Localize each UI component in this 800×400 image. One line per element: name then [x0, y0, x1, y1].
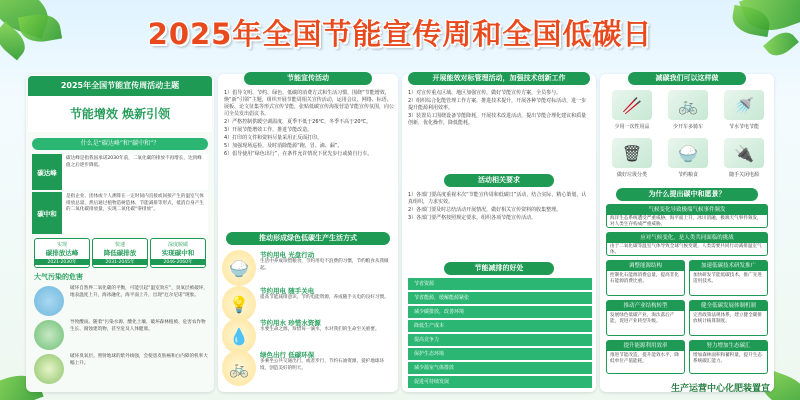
- neutral-text: 是指企业、团体或个人测算在一定时间内直接或间接产生的温室气体排放总量，然后通过植物造树造林、节能减排等形式，抵消自身产生的二氧化碳排放量，实现二氧化碳“零排放”。: [62, 192, 208, 234]
- action-title: 节约用水 珍惜水资源: [260, 319, 321, 327]
- measure-head: 加速低碳技术研发推广: [690, 261, 767, 271]
- measure-box: [689, 340, 768, 374]
- benefit-item: 降低生产成本: [408, 320, 592, 332]
- measure-body: 加快研发节能低碳技术，推广先进适用技术。: [693, 273, 762, 285]
- bike-icon: 🚲: [222, 350, 256, 386]
- goal-top: 深度脱碳: [167, 242, 188, 248]
- requirement-list: [408, 192, 590, 223]
- trash-icon: 🗑: [612, 138, 652, 168]
- activity-item: 4）打印的文件和资料尽量采用正反面打印。: [224, 135, 323, 141]
- benchmark-item: 2）组织综合化能管理工作方案，推进技术提升，开展各种节能对标活动，进一步提升能源利用效率。: [408, 98, 587, 111]
- measure-head: 健全低碳发展体制机制: [690, 301, 767, 311]
- action-text: 提高节能减排意识，节约电能资源，养成随手关电的良好习惯。: [260, 295, 389, 300]
- department-sign: 生产运营中心化肥装置宣: [670, 384, 770, 394]
- peak-label: 碳达峰: [32, 154, 62, 190]
- measure-box: [606, 300, 685, 336]
- action-body: [260, 286, 392, 302]
- neutral-label: 碳中和: [32, 192, 62, 234]
- action-text: 多乘坐公共交通出行，或者步行，节约石油资源，爱护地球环境，创造美好的明天。: [260, 359, 385, 371]
- food-icon: 🍚: [222, 250, 256, 286]
- why-box-head: 应对气候变化，是人类共同面临的挑战: [607, 233, 767, 243]
- measure-head: 推动产业结构转型: [607, 301, 684, 311]
- do-item: [716, 138, 772, 184]
- benchmark-item: 3）装置员工围绕设备节能降耗，开展技术改进活动，提出节能合理化建议和质量创新，优化操作，降低能耗。: [408, 113, 587, 126]
- activity-list: [224, 90, 394, 159]
- slogan: 节能增效 焕新引领: [28, 96, 212, 132]
- measure-head: 努力增加生态碳汇: [690, 341, 767, 351]
- benefit-heading: 节能减排的好处: [444, 262, 554, 275]
- do-label: 随手关闭电源: [728, 172, 759, 178]
- activity-item: 2）严格控制供暖空调温度，夏季不低于26℃，冬季不高于20℃。: [224, 119, 372, 125]
- do-label: 做好垃圾分类: [616, 172, 647, 178]
- why-box-head: 气候变化导致极端气候事件频发: [607, 205, 767, 215]
- why-heading: 为什么提出碳中和愿景？: [616, 188, 758, 201]
- pollution-text: 破坏臭氧层。照射地球的紫外线强，会使患皮肤癌和白内障的机率大幅上升。: [70, 354, 208, 366]
- requirement-heading: 活动相关要求: [444, 174, 554, 187]
- benefit-item: 保护生态环境: [408, 348, 592, 360]
- peak-text: 碳达峰是指我国承诺2030年前，二氧化碳的排放不再增长，达到峰值之后逐步降低。: [62, 154, 208, 190]
- do-item: [660, 138, 716, 184]
- water-icon: 💧: [222, 318, 256, 354]
- benchmark-list: [408, 90, 590, 128]
- do-label: 少用一次性用品: [614, 124, 650, 130]
- requirement-item: 3）各部门要严格按照规定要求，组织各项节能宣传活动。: [408, 215, 537, 221]
- goal-years: 2031-2045年: [93, 259, 147, 265]
- action-text: 水要生命之源，珍惜每一滴水，水对我们的生命至关重要。: [260, 327, 380, 332]
- goal-reduce: [92, 238, 148, 268]
- measure-box: [606, 260, 685, 296]
- action-title: 节约用电 光盘行动: [260, 251, 315, 259]
- benefit-item: 节省能源，缓解能源紧张: [408, 292, 592, 304]
- why-box-body: 海洋生态系统遭受严重威胁，海平面上升，冰川消融，极端天气事件频发，对人类生存构成严重威胁。: [610, 216, 762, 228]
- benchmark-item: 1）对宣传重点区域、地区加强宣传，做好节能宣传方案，全员参与。: [408, 90, 562, 96]
- measure-head: 提升能源利用效率: [607, 341, 684, 351]
- green-heading: 推动形成绿色低碳生产生活方式: [226, 232, 390, 245]
- carbon-question: 什么是“碳达峰”和“碳中和”？: [32, 138, 208, 150]
- action-item: [222, 348, 394, 392]
- earth-icon: [34, 286, 64, 316]
- action-text: 生活中养成珍惜粮食，节约用电不浪费的习惯，节约粮食从我做起。: [260, 259, 389, 271]
- benefit-item: 节省资源: [408, 278, 592, 290]
- why-box: [606, 204, 768, 228]
- pollution-text: 破坏自然界二氧化碳的平衡，可能引起“温室效应”，臭氧层被破坏，地表温度上升，海冰融化，海平面上升，出现“厄尔尼诺”现象。: [70, 286, 208, 298]
- do-item: [660, 90, 716, 136]
- theme-heading: 2025年全国节能宣传周活动主题: [28, 76, 212, 96]
- why-box-body: 由于二氧化碳等温室气体导致全球气候变暖，人类需要共同行动减排温室气体。: [610, 244, 762, 256]
- reduce-heading: 减碳我们可以这样做: [628, 72, 746, 85]
- measure-box: [689, 300, 768, 336]
- header: [0, 0, 800, 64]
- goal-years: 2046-2060年: [151, 259, 205, 265]
- do-label: 少开车多骑车: [672, 124, 703, 130]
- measure-head: 调整能源结构: [607, 261, 684, 271]
- activity-item: 6）倡导使用“绿色出行”，在条件允许情况下优先步行或骑自行车。: [224, 151, 373, 157]
- benefit-item: 提高竞争力: [408, 334, 592, 346]
- activity-item: 5）加强现场巡检，及时消除能源“跑、冒、滴、漏”。: [224, 143, 343, 149]
- action-body: [260, 350, 392, 372]
- measure-body: 完善政策法规体系，建立健全碳排放统计核算制度。: [693, 313, 762, 325]
- activity-item: 1）倡导文明、节约、绿色、低碳的消费方式和生活习惯，围绕“节能增效，焕“新”引领”主题，组织开展节能周相关宣传活动，运用会议、网络、标语、展板、论文征集等形式宣传节能，张贴低碳宣传海报营造节能宣传氛围，向公司全员发出倡议书。: [224, 90, 395, 117]
- why-box: [606, 232, 768, 256]
- measure-body: 发展绿色低碳产业，淘汰落后产能，促进产业转型升级。: [610, 313, 675, 325]
- measure-box: [606, 340, 685, 374]
- chopsticks-icon: 🥢: [612, 90, 652, 120]
- do-item: [604, 90, 660, 136]
- goal-main: 碳排放达峰: [45, 249, 79, 257]
- acid-rain-icon: [34, 320, 64, 350]
- shower-icon: 🚿: [724, 90, 764, 120]
- benefit-item: 促进可持续发展: [408, 376, 592, 388]
- pollution-title: 大气污染的危害: [34, 273, 83, 281]
- goal-years: 2021-2030年: [35, 259, 89, 265]
- goal-peak: [34, 238, 90, 268]
- requirement-item: 1）各部门要高度重视本次“节能宣传周和低碳日”活动，结合实际，精心策划，认真组织，力求实效。: [408, 192, 587, 205]
- activity-item: 3）开展节能增效工作，推进节能改造。: [224, 127, 313, 133]
- do-item: [604, 138, 660, 184]
- measure-body: 推进节能改造，提升能效水平，降低单位产值能耗。: [610, 353, 679, 365]
- goal-neutral: [150, 238, 206, 268]
- activity-heading: 节能宣传活动: [244, 72, 372, 85]
- goal-main: 实现碳中和: [161, 249, 195, 257]
- action-title: 节约用电 随手关电: [260, 287, 315, 295]
- benefit-item: 减少温室气体排放: [408, 362, 592, 374]
- plug-icon: 🔌: [724, 138, 764, 168]
- pollution-text: 导致酸雨。随着“污染水源、酸化土壤、破坏森林植被、危害农作物生长、腐蚀建筑物，甚至危及人体健康。: [70, 320, 206, 332]
- goal-top: 实现: [56, 242, 67, 248]
- page-title: 2025年全国节能宣传周和全国低碳日: [147, 16, 653, 51]
- goal-top: 快速: [114, 242, 125, 248]
- measure-box: [689, 260, 768, 296]
- light-icon: 💡: [222, 286, 256, 322]
- requirement-item: 2）各部门要及时总结活动开展情况，做好相关宣传资料的收集整理。: [408, 207, 562, 213]
- do-label: 节水节电节能: [728, 124, 759, 130]
- measure-body: 增加森林面积和蓄积量，提升生态系统碳汇能力。: [693, 353, 762, 365]
- action-title: 绿色出行 低碳环保: [260, 351, 315, 359]
- rice-icon: 🍚: [668, 138, 708, 168]
- action-body: [260, 318, 392, 334]
- ozone-icon: [34, 354, 64, 384]
- benchmark-heading: 开展能效对标管理活动，加强技术创新工作: [408, 72, 590, 85]
- bike-icon: 🚲: [668, 90, 708, 120]
- benefit-item: 减少碳排放，改善环境: [408, 306, 592, 318]
- do-label: 节约粮食: [677, 172, 698, 178]
- action-body: [260, 250, 392, 272]
- measure-body: 控制化石能源消费总量，提高非化石能源消费比重。: [610, 273, 679, 285]
- do-item: [716, 90, 772, 136]
- pollution-item: [30, 352, 210, 392]
- goal-main: 降低碳排放: [103, 249, 137, 257]
